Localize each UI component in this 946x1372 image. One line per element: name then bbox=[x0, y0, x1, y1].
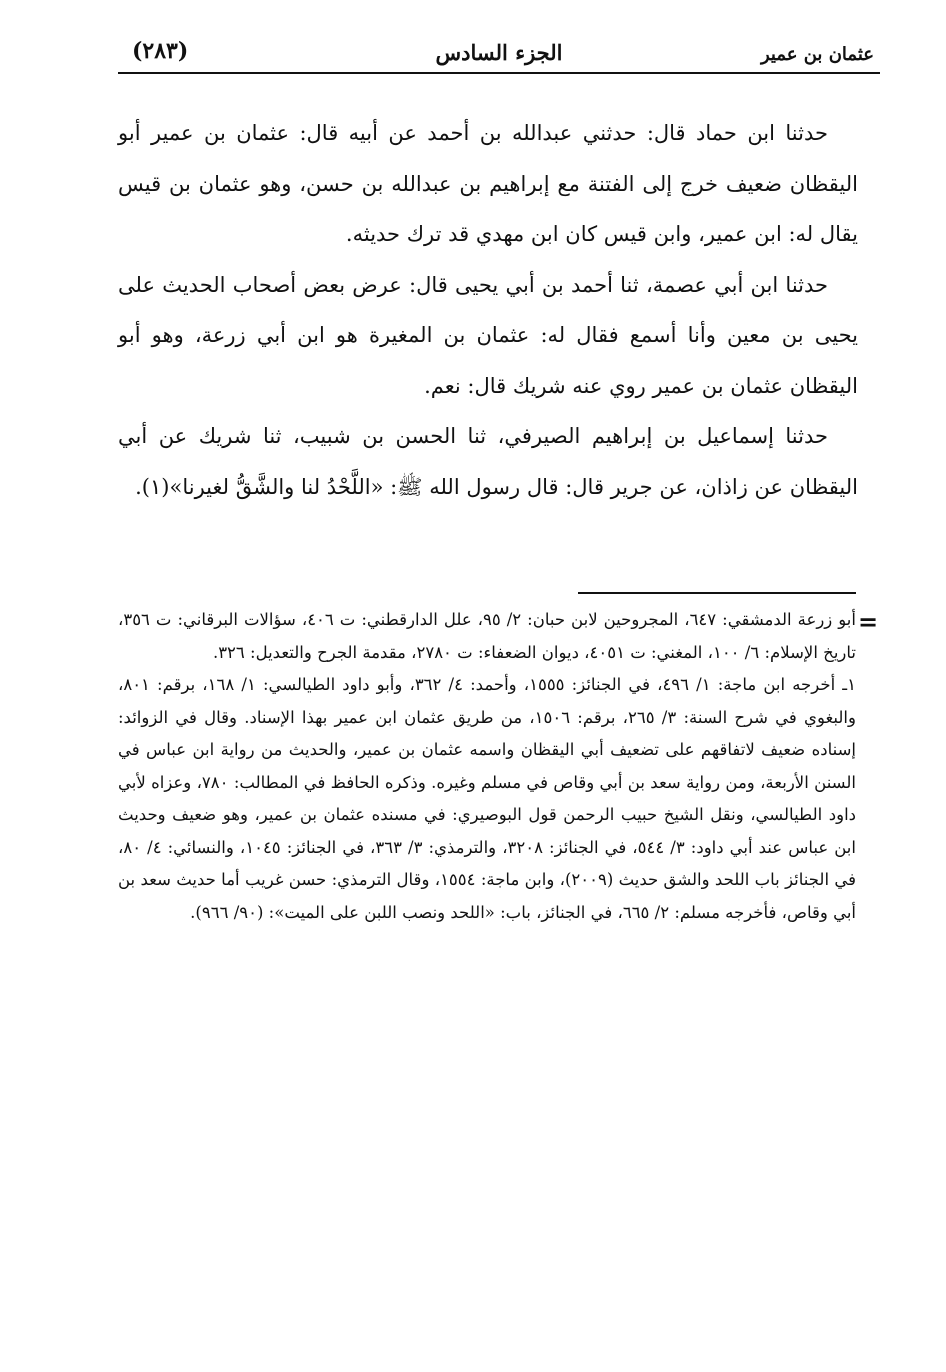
section-title: عثمان بن عمير bbox=[760, 44, 874, 65]
paragraph: حدثنا ابن أبي عصمة، ثنا أحمد بن أبي يحيى قال: عرض بعض أصحاب الحديث على يحيى بن معين وأنا أسمع فقال له: عثمان بن المغيرة هو ابن أبي زرعة، وهو أبو اليقظان عثمان بن عمير روي عنه شريك قال: نعم. bbox=[118, 272, 858, 398]
volume-title: الجزء السادس bbox=[435, 40, 563, 65]
paragraph: حدثنا إسماعيل بن إبراهيم الصيرفي، ثنا الحسن بن شبيب، ثنا شريك عن أبي اليقظان عن زاذان، عن جرير قال: قال رسول الله ﷺ: «اللَّحْدُ لنا والشَّقُّ لغيرنا»(١). bbox=[118, 424, 858, 499]
footnote-separator bbox=[578, 592, 856, 594]
page-number: (٢٨٣) bbox=[132, 38, 189, 64]
running-header bbox=[118, 28, 880, 74]
paragraph: حدثنا ابن حماد قال: حدثني عبدالله بن أحمد عن أبيه قال: عثمان بن عمير أبو اليقظان ضعيف خرج إلى الفتنة مع إبراهيم بن عبدالله بن حسن، وهو عثمان بن قيس يقال له: ابن عمير، وابن قيس كان ابن مهدي قد ترك حديثه. bbox=[118, 121, 858, 246]
continuation-marker: = bbox=[858, 607, 879, 636]
footnote-1: ١ـ أخرجه ابن ماجة: ١/ ٤٩٦، في الجنائز: ١٥٥٥، وأحمد: ٤/ ٣٦٢، وأبو داود الطيالسي: ١/ ١٦٨، برقم: ٨٠١، والبغوي في شرح السنة: ٣/ ٢٦٥، برقم: ١٥٠٦، من طريق عثمان ابن عمير بهذا الإسناد. وقال في الزوائد: إسناده ضعيف لاتفاقهم على تضعيف أبي اليقظان واسمه عثمان بن عمير، والحديث من رواية ابن عباس في السنن الأربعة، ومن رواية سعد بن أبي وقاص في مسلم وغيره. وذكره الحافظ في المطالب: ٧٨٠، وعزاه لأبي داود الطيالسي، ونقل الشيخ حبيب الرحمن قول البوصيري: في مسنده عثمان بن عمير، وهو ضعيف وحديث ابن عباس عند أبي داود: ٣/ ٥٤٤، في الجنائز: ٣٢٠٨، والترمذي: ٣/ ٣٦٣، في الجنائز: ١٠٤٥، والنسائي: ٤/ ٨٠، في الجنائز باب اللحد والشق حديث (٢٠٠٩)، وابن ماجة: ١٥٥٤، وقال الترمذي: حسن غريب أما حديث سعد بن أبي وقاص، فأخرجه مسلم: ٢/ ٦٦٥، في الجنائز، باب: «اللحد ونصب اللبن على الميت»: (٩٠/ ٩٦٦). bbox=[118, 675, 857, 922]
footnote-continuation: أبو زرعة الدمشقي: ٦٤٧، المجروحين لابن حبان: ٢/ ٩٥، علل الدارقطني: ت ٤٠٦، سؤالات البرقاني: ت ٣٥٦، تاريخ الإسلام: ٦/ ١٠٠، المغني: ت ٤٠٥١، ديوان الضعفاء: ت ٢٧٨٠، مقدمة الجرح والتعديل: ٣٢٦. bbox=[118, 610, 856, 662]
main-text bbox=[118, 108, 858, 512]
footnotes bbox=[118, 604, 858, 929]
